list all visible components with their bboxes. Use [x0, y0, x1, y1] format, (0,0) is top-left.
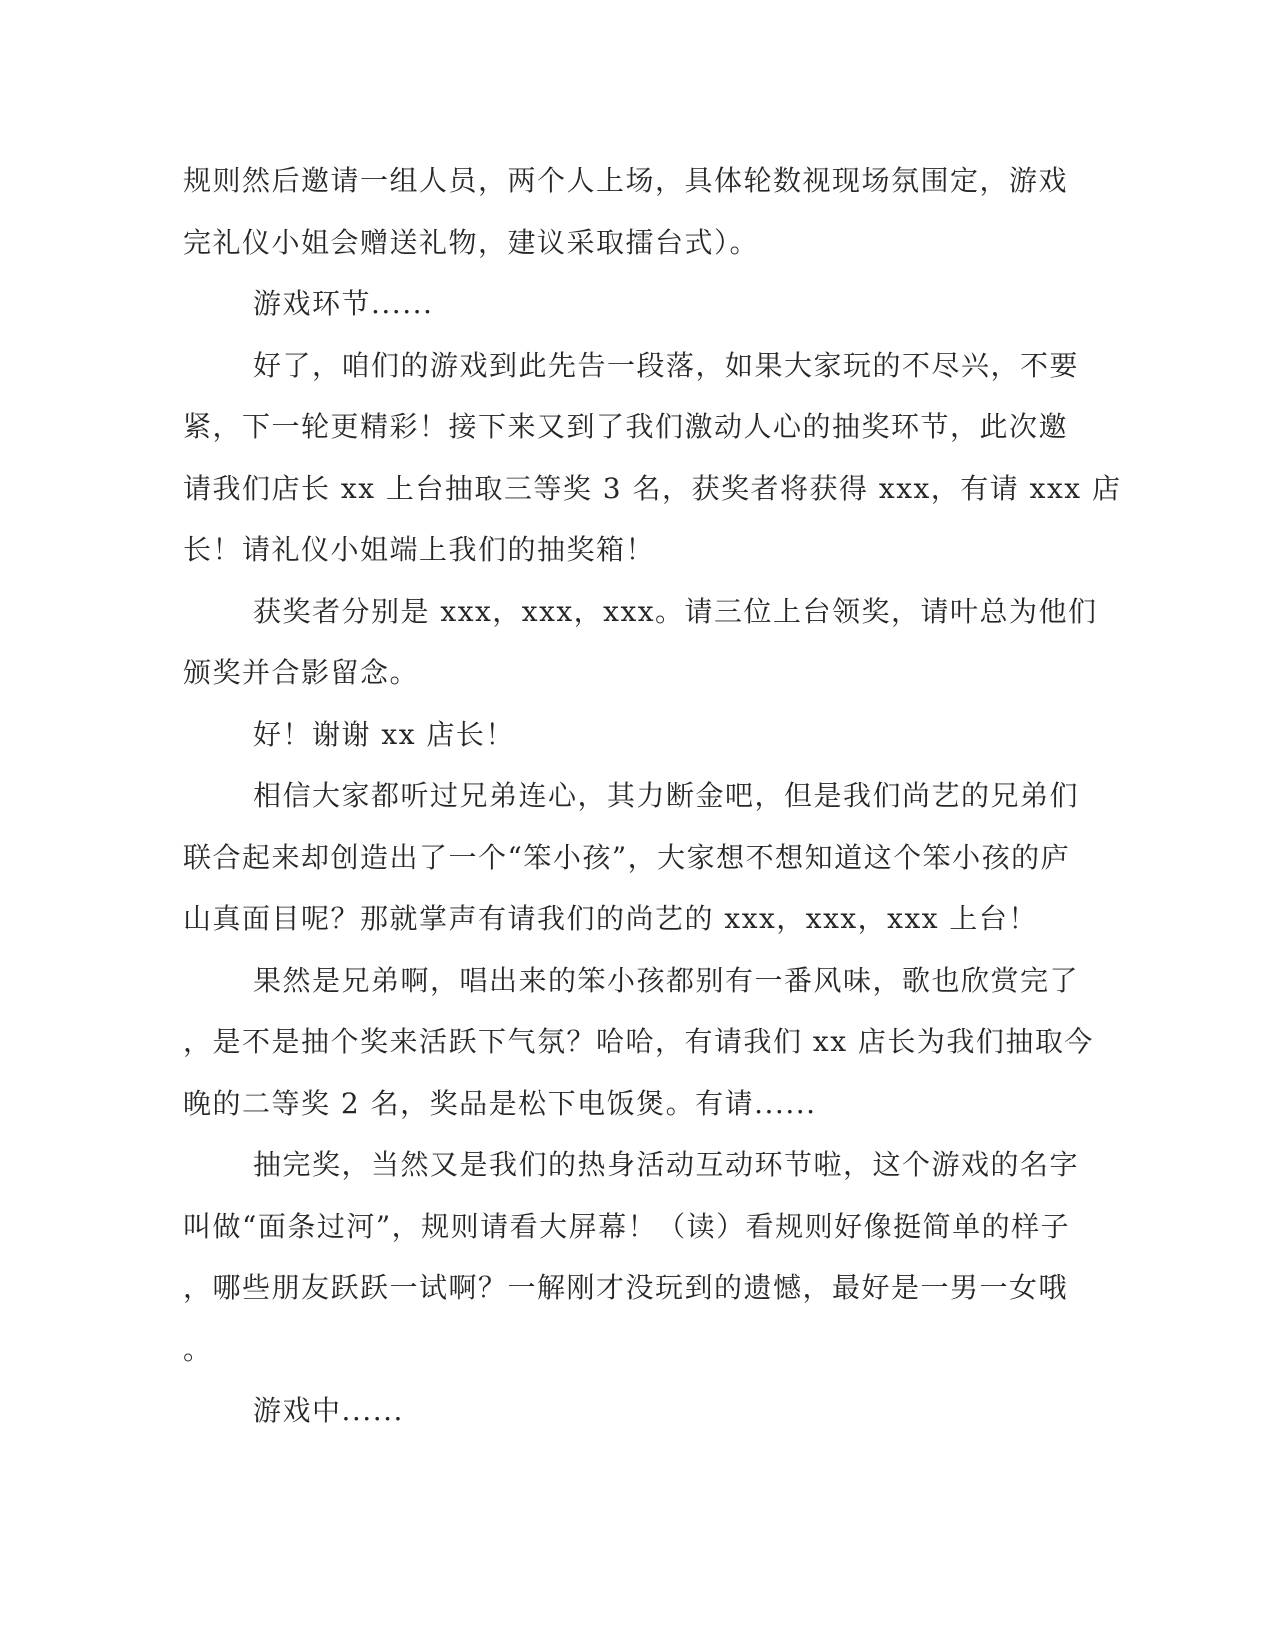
text-line: 紧，下一轮更精彩！接下来又到了我们激动人心的抽奖环节，此次邀 — [183, 410, 1069, 443]
text-line: 果然是兄弟啊，唱出来的笨小孩都别有一番风味，歌也欣赏完了 — [253, 963, 1080, 997]
text-line: ，哪些朋友跃跃一试啊？一解刚才没玩到的遗憾，最好是一男一女哦 — [183, 1271, 1069, 1304]
text-line: 颁奖并合影留念。 — [183, 656, 420, 689]
text-line: 好了，咱们的游戏到此先告一段落，如果大家玩的不尽兴，不要 — [253, 348, 1080, 382]
text-line: 联合起来却创造出了一个“笨小孩”，大家想不想知道这个笨小孩的庐 — [183, 840, 1071, 874]
text-line: 请我们店长 xx 上台抽取三等奖 3 名，获奖者将获得 xxx，有请 xxx 店 — [183, 471, 1122, 505]
text-line: 游戏环节...... — [253, 287, 434, 320]
text-line: 游戏中...... — [253, 1394, 404, 1427]
text-line: 抽完奖，当然又是我们的热身活动互动环节啦，这个游戏的名字 — [253, 1148, 1080, 1181]
text-line: 。 — [183, 1332, 213, 1366]
text-line: 完礼仪小姐会赠送礼物，建议采取擂台式）。 — [183, 225, 760, 259]
text-line: 晚的二等奖 2 名，奖品是松下电饭煲。有请...... — [183, 1086, 817, 1120]
text-line: 相信大家都听过兄弟连心，其力断金吧，但是我们尚艺的兄弟们 — [253, 779, 1080, 812]
text-line: 好！谢谢 xx 店长！ — [253, 717, 515, 751]
text-line: 山真面目呢？那就掌声有请我们的尚艺的 xxx，xxx，xxx 上台！ — [183, 902, 1038, 935]
text-line: 长！请礼仪小姐端上我们的抽奖箱！ — [183, 533, 656, 566]
document-body — [183, 150, 1122, 1442]
text-line: ，是不是抽个奖来活跃下气氛？哈哈，有请我们 xx 店长为我们抽取今 — [183, 1025, 1094, 1058]
text-line: 获奖者分别是 xxx，xxx，xxx。请三位上台领奖，请叶总为他们 — [253, 594, 1098, 628]
text-line: 规则然后邀请一组人员，两个人上场，具体轮数视现场氛围定，游戏 — [183, 164, 1069, 197]
text-line: 叫做“面条过河”，规则请看大屏幕！（读）看规则好像挺简单的样子 — [183, 1209, 1071, 1243]
